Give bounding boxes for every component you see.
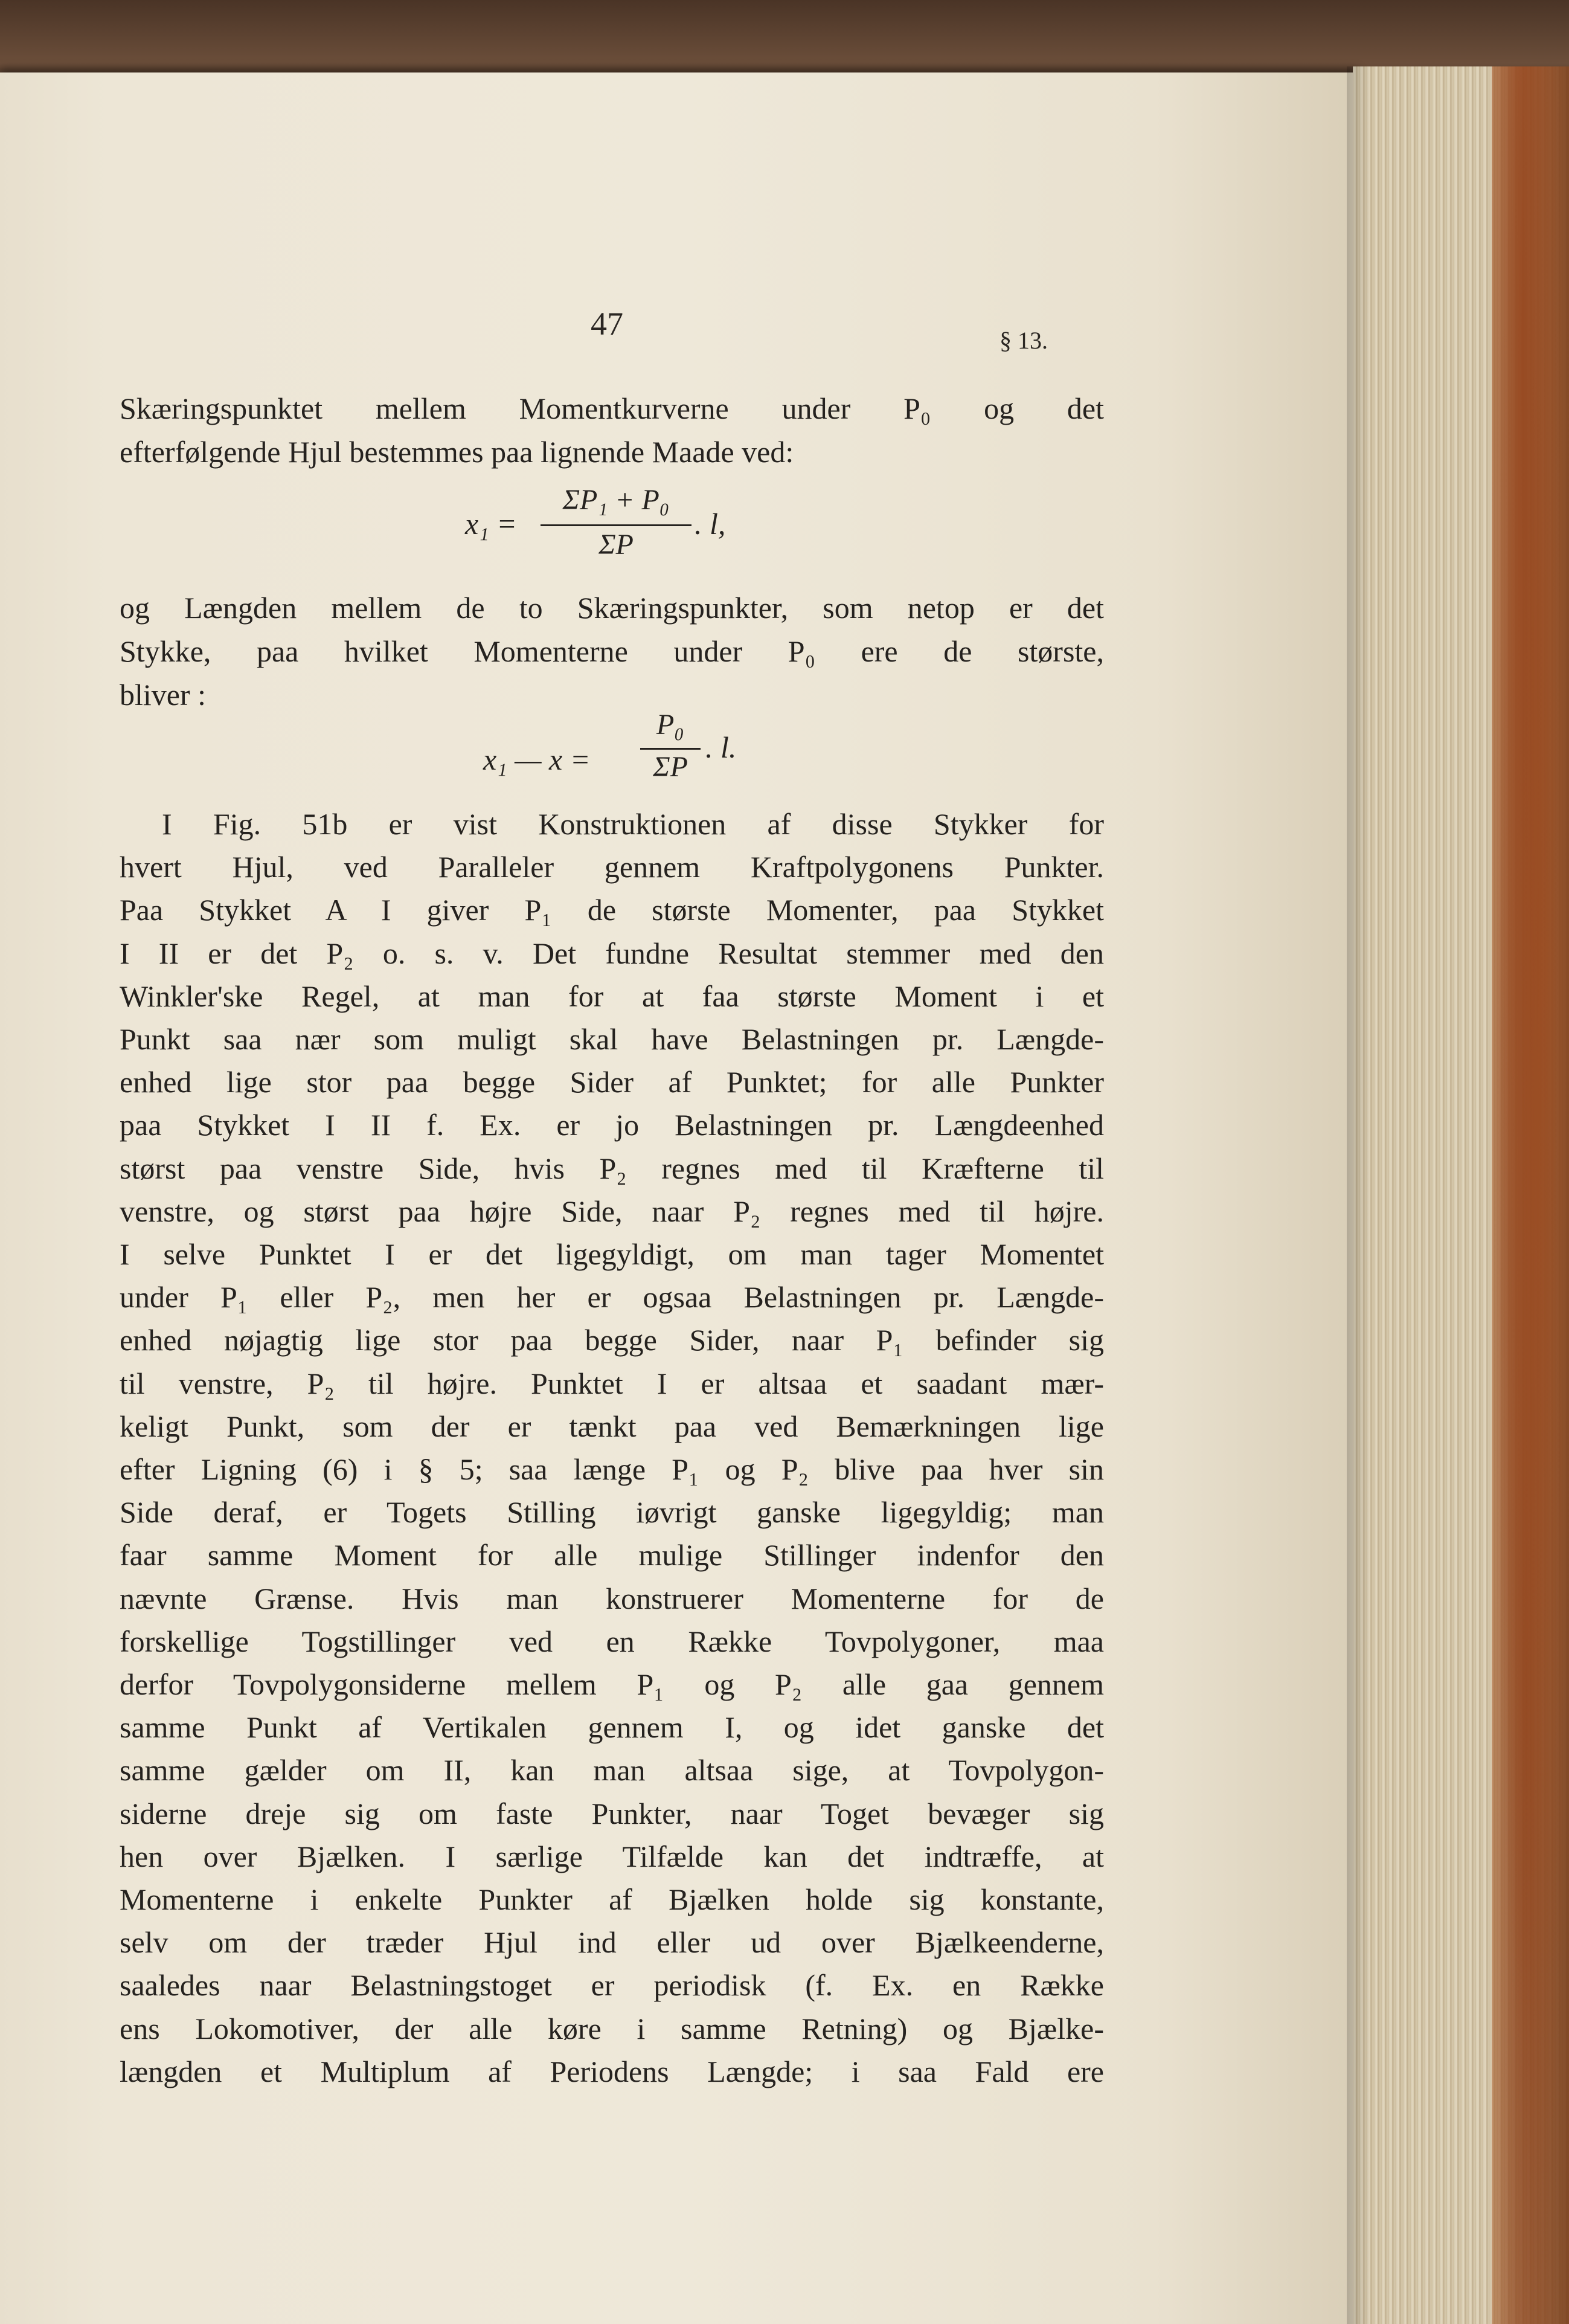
paragraph-3-line-13: enhed nøjagtig lige stor paa begge Sider, naar P₁ befinder sig <box>120 1323 1104 1357</box>
paragraph-3-line-15: keligt Punkt, som der er tænkt paa ved Bemærkningen lige <box>120 1409 1104 1443</box>
formula-2-denominator: ΣP <box>653 751 688 783</box>
paragraph-3-line-4: I II er det P₂ o. s. v. Det fundne Resultat stemmer med den <box>120 936 1104 970</box>
paragraph-3-line-26: Momenterne i enkelte Punkter af Bjælken holde sig konstante, <box>120 1882 1104 1916</box>
formula-1-denominator: ΣP <box>598 529 634 561</box>
paragraph-2-line-2: Stykke, paa hvilket Momenterne under P₀ ere de største, <box>120 634 1104 668</box>
page-gutter-shadow <box>1347 66 1371 2324</box>
paragraph-3-line-23: samme gælder om II, kan man altsaa sige, at Tovpolygon- <box>120 1753 1104 1787</box>
paragraph-3-line-14: til venstre, P₂ til højre. Punktet I er altsaa et saadant mær- <box>120 1366 1104 1400</box>
paragraph-3-line-10: venstre, og størst paa højre Side, naar P₂ regnes med til højre. <box>120 1194 1104 1228</box>
paragraph-3-line-28: saaledes naar Belastningstoget er periodisk (f. Ex. en Række <box>120 1968 1104 2002</box>
paragraph-3-line-16: efter Ligning (6) i § 5; saa længe P₁ og P₂ blive paa hver sin <box>120 1452 1104 1486</box>
page-edges-stain <box>1492 66 1569 2324</box>
paragraph-3-line-22: samme Punkt af Vertikalen gennem I, og idet ganske det <box>120 1710 1104 1744</box>
paragraph-3-line-3: Paa Stykket A I giver P₁ de største Momenter, paa Stykket <box>120 893 1104 927</box>
formula-2-tail: . l. <box>705 730 737 764</box>
paragraph-3-line-18: faar samme Moment for alle mulige Stillinger indenfor den <box>120 1538 1104 1572</box>
paragraph-3-line-7: enhed lige stor paa begge Sider af Punktet; for alle Punkter <box>120 1065 1104 1099</box>
paragraph-3-line-1: I Fig. 51b er vist Konstruktionen af disse Stykker for <box>162 807 1104 841</box>
paragraph-3-line-12: under P₁ eller P₂, men her er ogsaa Belastningen pr. Længde- <box>120 1280 1104 1314</box>
formula-2-numerator: P₀ <box>656 709 684 741</box>
paragraph-3-line-25: hen over Bjælken. I særlige Tilfælde kan det indtræffe, at <box>120 1840 1104 1873</box>
formula-1-numerator: ΣP₁ + P₀ <box>562 484 670 516</box>
paragraph-3-line-2: hvert Hjul, ved Paralleler gennem Kraftpolygonens Punkter. <box>120 850 1104 884</box>
paragraph-3-line-29: ens Lokomotiver, der alle køre i samme Retning) og Bjælke- <box>120 2012 1104 2046</box>
paragraph-1-line-2: efterfølgende Hjul bestemmes paa lignende Maade ved: <box>120 435 794 469</box>
paragraph-2-line-3: bliver : <box>120 678 207 712</box>
formula-1-tail: . l, <box>695 507 726 541</box>
paragraph-3-line-11: I selve Punktet I er det ligegyldigt, om man tager Momentet <box>120 1237 1104 1271</box>
paragraph-3-line-9: størst paa venstre Side, hvis P₂ regnes med til Kræfterne til <box>120 1151 1104 1185</box>
paragraph-3-line-21: derfor Tovpolygonsiderne mellem P₁ og P₂ alle gaa gennem <box>120 1667 1104 1701</box>
paragraph-3-line-19: nævnte Grænse. Hvis man konstruerer Momenterne for de <box>120 1582 1104 1615</box>
paragraph-3-line-6: Punkt saa nær som muligt skal have Belastningen pr. Længde- <box>120 1022 1104 1056</box>
paragraph-3-line-20: forskellige Togstillinger ved en Række Tovpolygoner, maa <box>120 1624 1104 1658</box>
formula-2-lhs: x₁ — x = <box>483 742 591 776</box>
paragraph-3-line-5: Winkler'ske Regel, at man for at faa største Moment i et <box>120 979 1104 1013</box>
page-number: 47 <box>591 306 623 342</box>
paragraph-3-line-8: paa Stykket I II f. Ex. er jo Belastningen pr. Længdeenhed <box>120 1108 1104 1142</box>
formula-2-bar <box>640 748 701 750</box>
paragraph-1-line-1: Skæringspunktet mellem Momentkurverne under P₀ og det <box>120 391 1104 425</box>
formula-1-bar <box>541 524 691 526</box>
paragraph-3-line-27: selv om der træder Hjul ind eller ud over Bjælkeenderne, <box>120 1925 1104 1959</box>
paragraph-2-line-1: og Længden mellem de to Skæringspunkter, som netop er det <box>120 591 1104 625</box>
formula-1-lhs: x₁ = <box>465 507 517 541</box>
paragraph-3-line-24: siderne dreje sig om faste Punkter, naar Toget bevæger sig <box>120 1797 1104 1830</box>
section-marker: § 13. <box>999 327 1048 354</box>
paragraph-3-line-17: Side deraf, er Togets Stilling iøvrigt ganske ligegyldig; man <box>120 1495 1104 1529</box>
paragraph-3-line-30: længden et Multiplum af Periodens Længde; i saa Fald ere <box>120 2055 1104 2088</box>
